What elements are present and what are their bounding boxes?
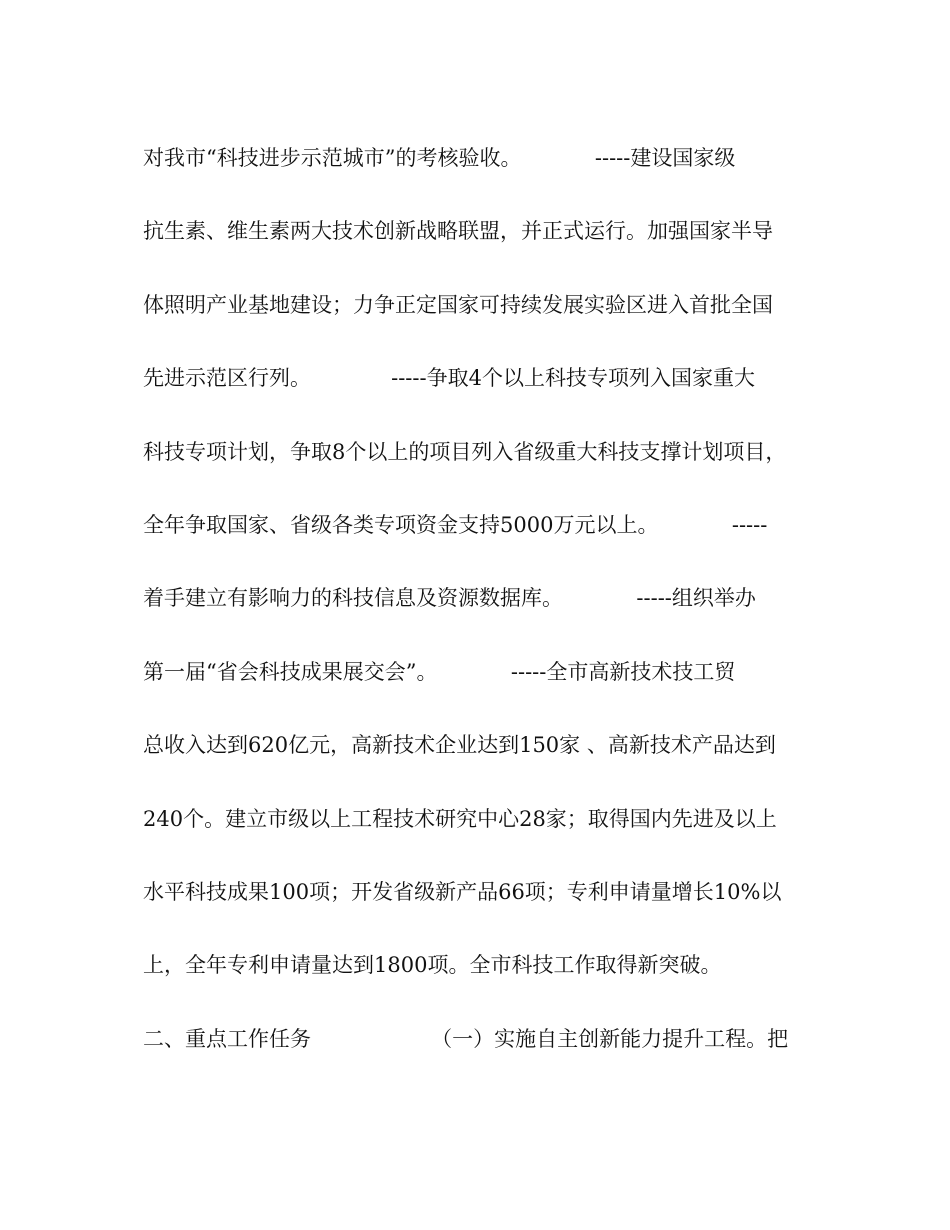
text-line-8: 第一届“省会科技成果展交会”。 -----全市高新技术技工贸: [143, 659, 736, 684]
text-line-6: 全年争取国家、省级各类专项资金支持5000万元以上。 -----: [143, 512, 768, 537]
text-line-12: 上，全年专利申请量达到1800项。全市科技工作取得新突破。: [143, 953, 722, 978]
text-line-9: 总收入达到620亿元，高新技术企业达到150家 、高新技术产品达到: [143, 733, 776, 758]
text-line-11: 水平科技成果100项；开发省级新产品66项；专利申请量增长10%以: [143, 879, 782, 904]
text-line-7: 着手建立有影响力的科技信息及资源数据库。 -----组织举办: [143, 586, 756, 611]
document-body: [143, 140, 813, 1094]
text-line-5: 科技专项计划，争取8个以上的项目列入省级重大科技支撑计划项目，: [143, 439, 787, 464]
text-line-3: 体照明产业基地建设；力争正定国家可持续发展实验区进入首批全国: [143, 292, 773, 317]
section-heading-line: 二、重点工作任务 （一）实施自主创新能力提升工程。把: [143, 1026, 789, 1051]
text-line-2: 抗生素、维生素两大技术创新战略联盟，并正式运行。加强国家半导: [143, 219, 773, 244]
text-line-4: 先进示范区行列。 -----争取4个以上科技专项列入国家重大: [143, 366, 755, 391]
text-line-10: 240个。建立市级以上工程技术研究中心28家；取得国内先进及以上: [143, 806, 777, 831]
text-line-1: 对我市“科技进步示范城市”的考核验收。 -----建设国家级: [143, 146, 736, 170]
